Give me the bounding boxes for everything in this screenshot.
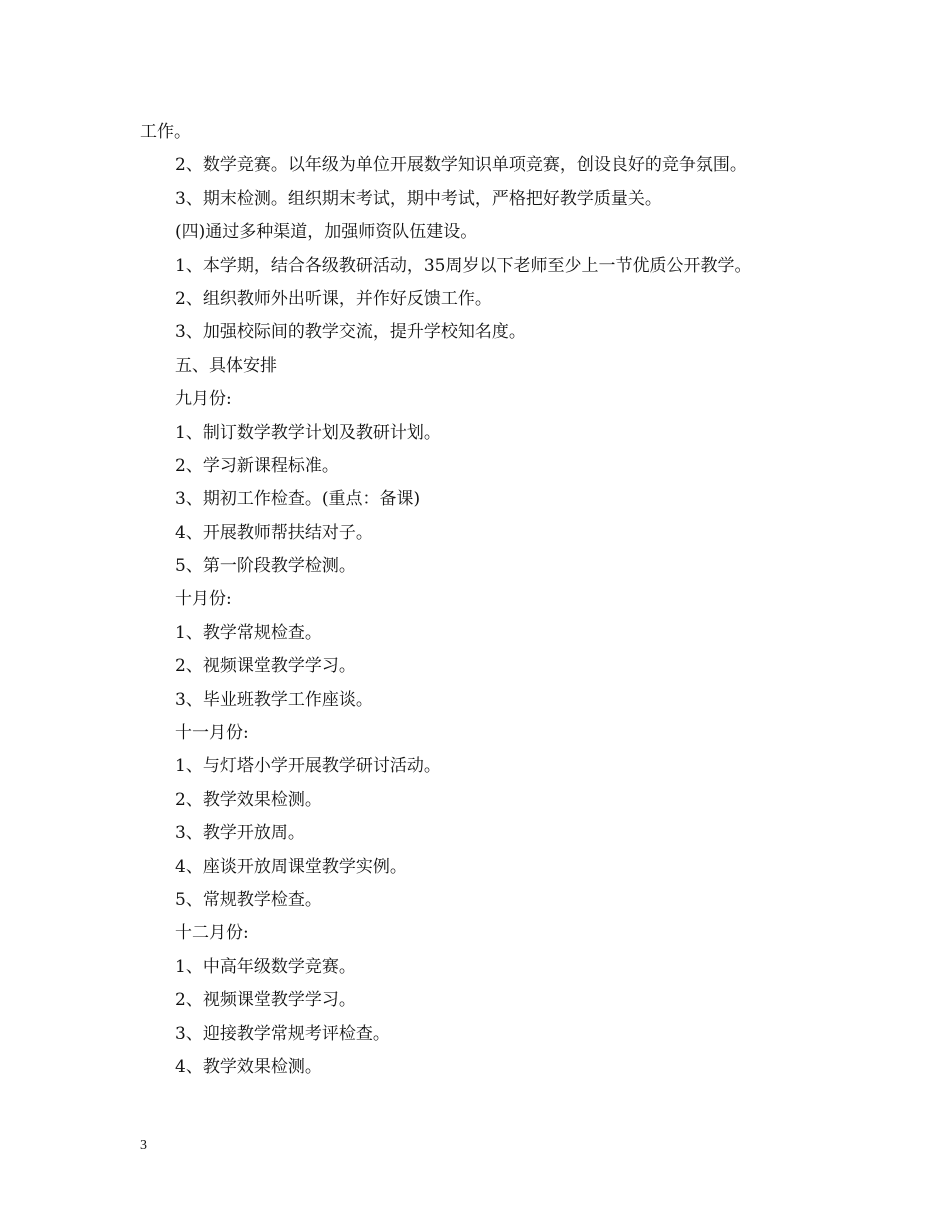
text-line: 3、教学开放周。: [175, 823, 305, 844]
page-number: 3: [140, 1138, 147, 1153]
text-line: 3、迎接教学常规考评检查。: [175, 1023, 390, 1044]
text-line: 3、毕业班教学工作座谈。: [175, 689, 373, 710]
month-heading: 九月份:: [175, 389, 232, 410]
section-heading: (四)通过多种渠道，加强师资队伍建设。: [175, 222, 478, 243]
text-line: 4、开展教师帮扶结对子。: [175, 522, 373, 543]
month-heading: 十一月份:: [175, 723, 249, 744]
text-line: 1、制订数学教学计划及教研计划。: [175, 422, 441, 443]
month-heading: 十月份:: [175, 589, 232, 610]
text-line: 4、座谈开放周课堂教学实例。: [175, 856, 407, 877]
text-line: 1、中高年级数学竞赛。: [175, 956, 356, 977]
text-line: 2、教学效果检测。: [175, 789, 322, 810]
text-line: 3、加强校际间的教学交流，提升学校知名度。: [175, 322, 526, 343]
text-line: 2、学习新课程标准。: [175, 455, 339, 476]
text-line: 2、视频课堂教学学习。: [175, 656, 356, 677]
text-line: 1、与灯塔小学开展教学研讨活动。: [175, 756, 441, 777]
text-line: 5、第一阶段教学检测。: [175, 556, 356, 577]
text-line: 4、教学效果检测。: [175, 1056, 322, 1077]
section-heading: 五、具体安排: [175, 355, 277, 376]
text-line: 工作。: [140, 122, 191, 142]
text-line: 2、组织教师外出听课，并作好反馈工作。: [175, 288, 492, 309]
text-line: 2、视频课堂教学学习。: [175, 990, 356, 1011]
month-heading: 十二月份:: [175, 923, 249, 944]
text-line: 3、期初工作检查。(重点：备课): [175, 489, 421, 510]
text-line: 5、常规教学检查。: [175, 889, 322, 910]
text-line: 3、期末检测。组织期末考试，期中考试，严格把好教学质量关。: [175, 188, 662, 209]
document-body: [140, 116, 830, 1084]
text-line: 1、教学常规检查。: [175, 622, 322, 643]
text-line: 2、数学竞赛。以年级为单位开展数学知识单项竞赛，创设良好的竞争氛围。: [175, 155, 747, 176]
text-line: 1、本学期，结合各级教研活动，35周岁以下老师至少上一节优质公开教学。: [175, 255, 752, 276]
